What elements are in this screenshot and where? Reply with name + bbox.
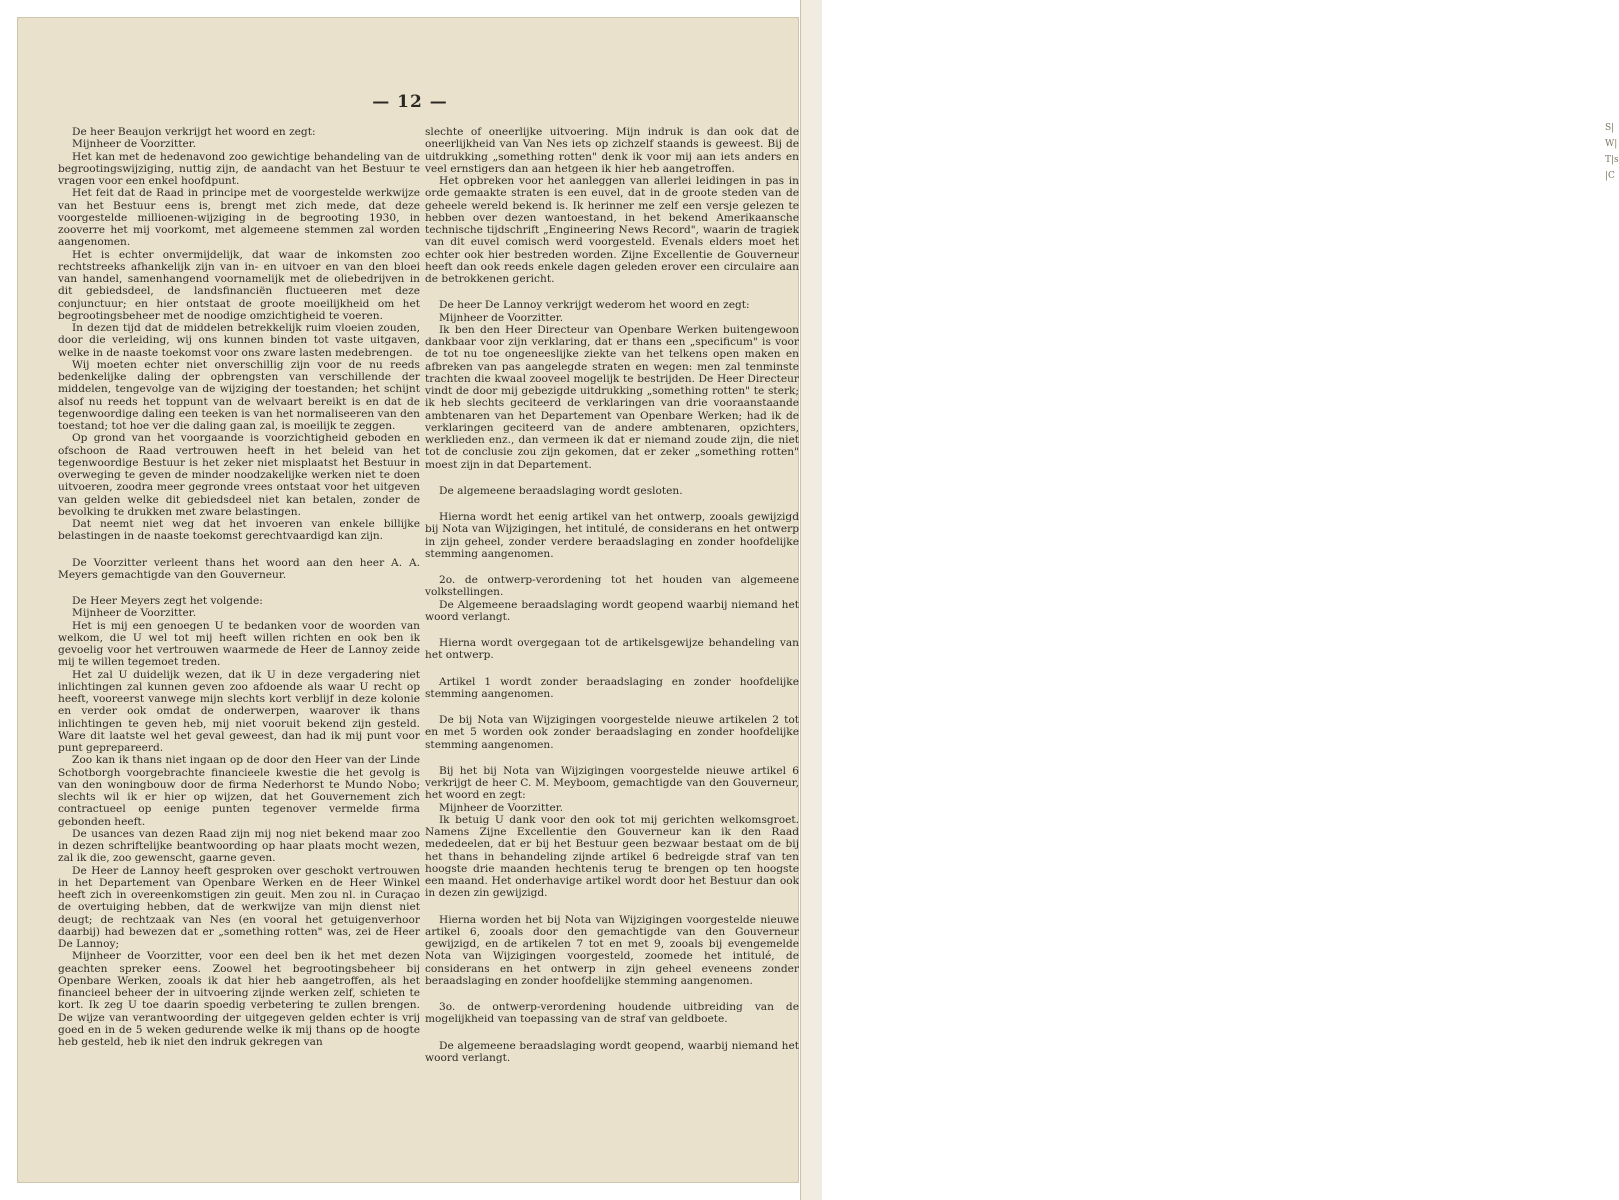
adjacent-page-text: S|W|T|s|C	[1605, 123, 1619, 181]
paragraph: De bij Nota van Wijzigingen voorgestelde nieuwe artikelen 2 tot en met 5 worden ook zonder beraadslaging en zonder hoofdelijke stemming aangenomen.	[425, 714, 799, 751]
paragraph: Mijnheer de Voorzitter.	[439, 801, 564, 814]
adjacent-page-edge	[800, 0, 1619, 1200]
paragraph: slechte of oneerlijke uitvoering. Mijn indruk is dan ook dat de oneerlijkheid van Van Nes iets op zichzelf staands is geweest. Bij de uitdrukking „something rotten" denk ik voor mij aan iets anders en veel ernstigers dan aan hetgeen ik hier heb aangetroffen.	[425, 126, 799, 175]
page-number: — 12 —	[372, 92, 448, 112]
paragraph: Dat neemt niet weg dat het invoeren van enkele billijke belastingen in de naaste toekomst gerechtvaardigd kan zijn.	[58, 518, 420, 543]
paragraph: Hierna worden het bij Nota van Wijzigingen voorgestelde nieuwe artikel 6, zooals door den gemachtigde van den Gouverneur gewijzigd, en de artikelen 7 tot en met 9, zooals bij evengemelde Nota van Wijzigingen voorgesteld, zoomede het intitulé, de considerans en het ontwerp in zijn geheel eveneens zonder beraadslaging en zonder hoofdelijke stemming aangenomen.	[425, 913, 799, 987]
paragraph: De heer Beaujon verkrijgt het woord en zegt:	[72, 126, 316, 138]
paragraph: De algemeene beraadslaging wordt geopend, waarbij niemand het woord verlangt.	[425, 1039, 799, 1064]
paragraph: Ik ben den Heer Directeur van Openbare Werken buitengewoon dankbaar voor zijn verklaring, dat er thans een „specificum" is voor de tot nu toe ongeneeslijke ziekte van het telkens open maken en afbreken van pas aangelegde straten en wegen: men zal tenminste trachten die kwaal zooveel mogelijk te bestrijden. De Heer Directeur vindt de door mij gebezigde uitdrukking „something rotten" te sterk; ik heb slechts geciteerd de verklaringen van drie vooraanstaande ambtenaren van het Departement van Openbare Werken; had ik de verklaringen geciteerd van de andere ambtenaren, opzichters, werklieden enz., dan vermeen ik dat er niemand zoude zijn, die niet tot de conclusie zou zijn gekomen, dat er zeker „something rotten" moest zijn in dat Departement.	[425, 323, 799, 471]
paragraph: Het feit dat de Raad in principe met de voorgestelde werkwijze van het Bestuur eens is, brengt met zich mede, dat deze voorgestelde millioenen-wijziging in de begrooting 1930, in zooverre het mij voorkomt, met algemeene stemmen zal worden aangenomen.	[58, 187, 420, 249]
paragraph: De Heer Meyers zegt het volgende:	[72, 595, 263, 607]
paragraph: Het is mij een genoegen U te bedanken voor de woorden van welkom, die U wel tot mij heeft willen richten en ook ben ik gevoelig voor het vertrouwen waarmede de Heer de Lannoy zeide mij te willen tegemoet treden.	[58, 619, 420, 669]
paragraph: De Heer de Lannoy heeft gesproken over geschokt vertrouwen in het Departement van Openbare Werken en de Heer Winkel heeft zich in overeenkomstigen zin geuit. Men zou nl. in Curaçao de overtuiging hebben, dat de werkwijze van mijn dienst niet deugt; de rechtzaak van Nes (en vooral het getuigenverhoor daarbij) had bewezen dat er „something rotten" was, zei de Heer De Lannoy;	[58, 864, 420, 950]
paragraph: De Algemeene beraadslaging wordt geopend waarbij niemand het woord verlangt.	[425, 598, 799, 623]
paragraph: Mijnheer de Voorzitter.	[72, 607, 197, 620]
paragraph: Het is echter onvermijdelijk, dat waar de inkomsten zoo rechtstreeks afhankelijk zijn van in- en uitvoer en van den bloei van handel, samenhangend voornamelijk met de oliebedrijven in dit gebiedsdeel, de landsfinanciën fluctueeren met deze conjunctuur; en hier ontstaat de groote moeilijkheid om het begrootingsbeheer met de noodige omzichtigheid te voeren.	[58, 248, 420, 322]
paragraph: Ik betuig U dank voor den ook tot mij gerichten welkomsgroet. Namens Zijne Excellentie den Gouverneur kan ik den Raad mededeelen, dat er bij het Bestuur geen bezwaar bestaat om de bij het thans in behandeling zijnde artikel 6 bedreigde straf van ten hoogste drie maanden hechtenis terug te brengen op ten hoogste een maand. Het onderhavige artikel wordt door het Bestuur dan ook in dezen zin gewijzigd.	[425, 813, 799, 900]
paragraph: In dezen tijd dat de middelen betrekkelijk ruim vloeien zouden, door die verleiding, wij ons kunnen binden tot vaste uitgaven, welke in de naaste toekomst voor ons zware lasten medebrengen.	[58, 322, 420, 359]
paragraph: Het opbreken voor het aanleggen van allerlei leidingen in pas in orde gemaakte straten is een euvel, dat in de groote steden van de geheele wereld bekend is. Ik herinner me zelf een versje gelezen te hebben over dezen wantoestand, in het bekend Amerikaansche technische tijdschrift „Engineering News Record", waarin de tragiek van dit euvel comisch werd voorgesteld. Evenals elders moet het echter ook hier bestreden worden. Zijne Excellentie de Gouverneur heeft dan ook reeds enkele dagen geleden erover een circulaire aan de betrokkenen gericht.	[425, 175, 799, 285]
paragraph: Bij het bij Nota van Wijzigingen voorgestelde nieuwe artikel 6 verkrijgt de heer C. M. Meyboom, gemachtigde van den Gouverneur, het woord en zegt:	[425, 764, 799, 802]
paragraph: Hierna wordt het eenig artikel van het ontwerp, zooals gewijzigd bij Nota van Wijzigingen, het intitulé, de considerans en het ontwerp in zijn geheel, zonder verdere beraadslaging en zonder hoofdelijke stemming aangenomen.	[425, 511, 799, 560]
paragraph: De Voorzitter verleent thans het woord aan den heer A. A. Meyers gemachtigde van den Gouverneur.	[58, 556, 420, 581]
paragraph: De heer De Lannoy verkrijgt wederom het woord en zegt:	[439, 299, 750, 312]
paragraph: Op grond van het voorgaande is voorzichtigheid geboden en ofschoon de Raad vertrouwen heeft in het beleid van het tegenwoordige Bestuur is het zeker niet misplaatst het Bestuur in overweging te geven de minder noodzakelijke werken niet te doen uitvoeren, zoodra meer gegronde vrees ontstaat voor het uitgeven van gelden welke dit gebiedsdeel niet kan betalen, zonder de bevolking te drukken met zware belastingen.	[58, 432, 420, 518]
paragraph: Het zal U duidelijk wezen, dat ik U in deze vergadering niet inlichtingen zal kunnen geven zoo afdoende als waar U recht op heeft, vooreerst vanwege mijn slechts kort verblijf in deze kolonie en verder ook omdat de onderwerpen, waarover ik thans inlichtingen te geven heb, mij niet vooruit bekend zijn gesteld. Ware dit laatste wel het geval geweest, dan had ik mij punt voor punt geprepareerd.	[58, 668, 420, 754]
left-column	[58, 126, 420, 1048]
paragraph: 3o. de ontwerp-verordening houdende uitbreiding van de mogelijkheid van toepassing van de straf van geldboete.	[425, 1001, 799, 1026]
paragraph: Hierna wordt overgegaan tot de artikelsgewijze behandeling van het ontwerp.	[425, 637, 799, 662]
paragraph: Het kan met de hedenavond zoo gewichtige behandeling van de begrootingswijziging, nuttig zijn, de aandacht van het Bestuur te vragen voor een enkel hoofdpunt.	[58, 150, 420, 187]
paragraph: De algemeene beraadslaging wordt gesloten.	[439, 484, 683, 497]
paragraph: Mijnheer de Voorzitter, voor een deel ben ik het met dezen geachten spreker eens. Zoowel het begrootingsbeheer bij Openbare Werken, zooals ik dat hier heb aangetroffen, als het financieel beheer der in uitvoering zijnde werken zelf, schieten te kort. Ik zeg U toe daarin spoedig verbetering te zullen brengen. De wijze van verantwoording der uitgegeven gelden echter is vrij goed en in de 5 weken gedurende welke ik mij thans op de hoogte heb gesteld, heb ik niet den indruk gekregen van	[58, 950, 420, 1048]
paragraph: De usances van dezen Raad zijn mij nog niet bekend maar zoo in dezen schriftelijke beantwoording op haar plaats mocht wezen, zal ik die, zoo gewenscht, gaarne geven.	[58, 827, 420, 865]
paragraph: Wij moeten echter niet onverschillig zijn voor de nu reeds bedenkelijke daling der opbrengsten van verschillende der middelen, tengevolge van de wijziging der toestanden; het schijnt alsof nu reeds het toppunt van de welvaart bereikt is en dat de tegenwoordige daling een teeken is van het normaliseeren van den toestand; tot hoe ver die daling gaan zal, is moeilijk te zeggen.	[58, 358, 420, 432]
paragraph: Mijnheer de Voorzitter.	[72, 138, 197, 151]
paragraph: Mijnheer de Voorzitter.	[439, 311, 564, 324]
right-column	[425, 126, 799, 1064]
paragraph: Zoo kan ik thans niet ingaan op de door den Heer van der Linde Schotborgh voorgebrachte financieele kwestie die het gevolg is van den woningbouw door de firma Nederhorst te Mundo Nobo; slechts wil ik er hier op wijzen, dat het Gouvernement zich contractueel op eenige punten tegenover vermelde firma gebonden heeft.	[58, 754, 420, 828]
paragraph: 2o. de ontwerp-verordening tot het houden van algemeene volkstellingen.	[425, 574, 799, 599]
paragraph: Artikel 1 wordt zonder beraadslaging en zonder hoofdelijke stemming aangenomen.	[425, 675, 799, 700]
